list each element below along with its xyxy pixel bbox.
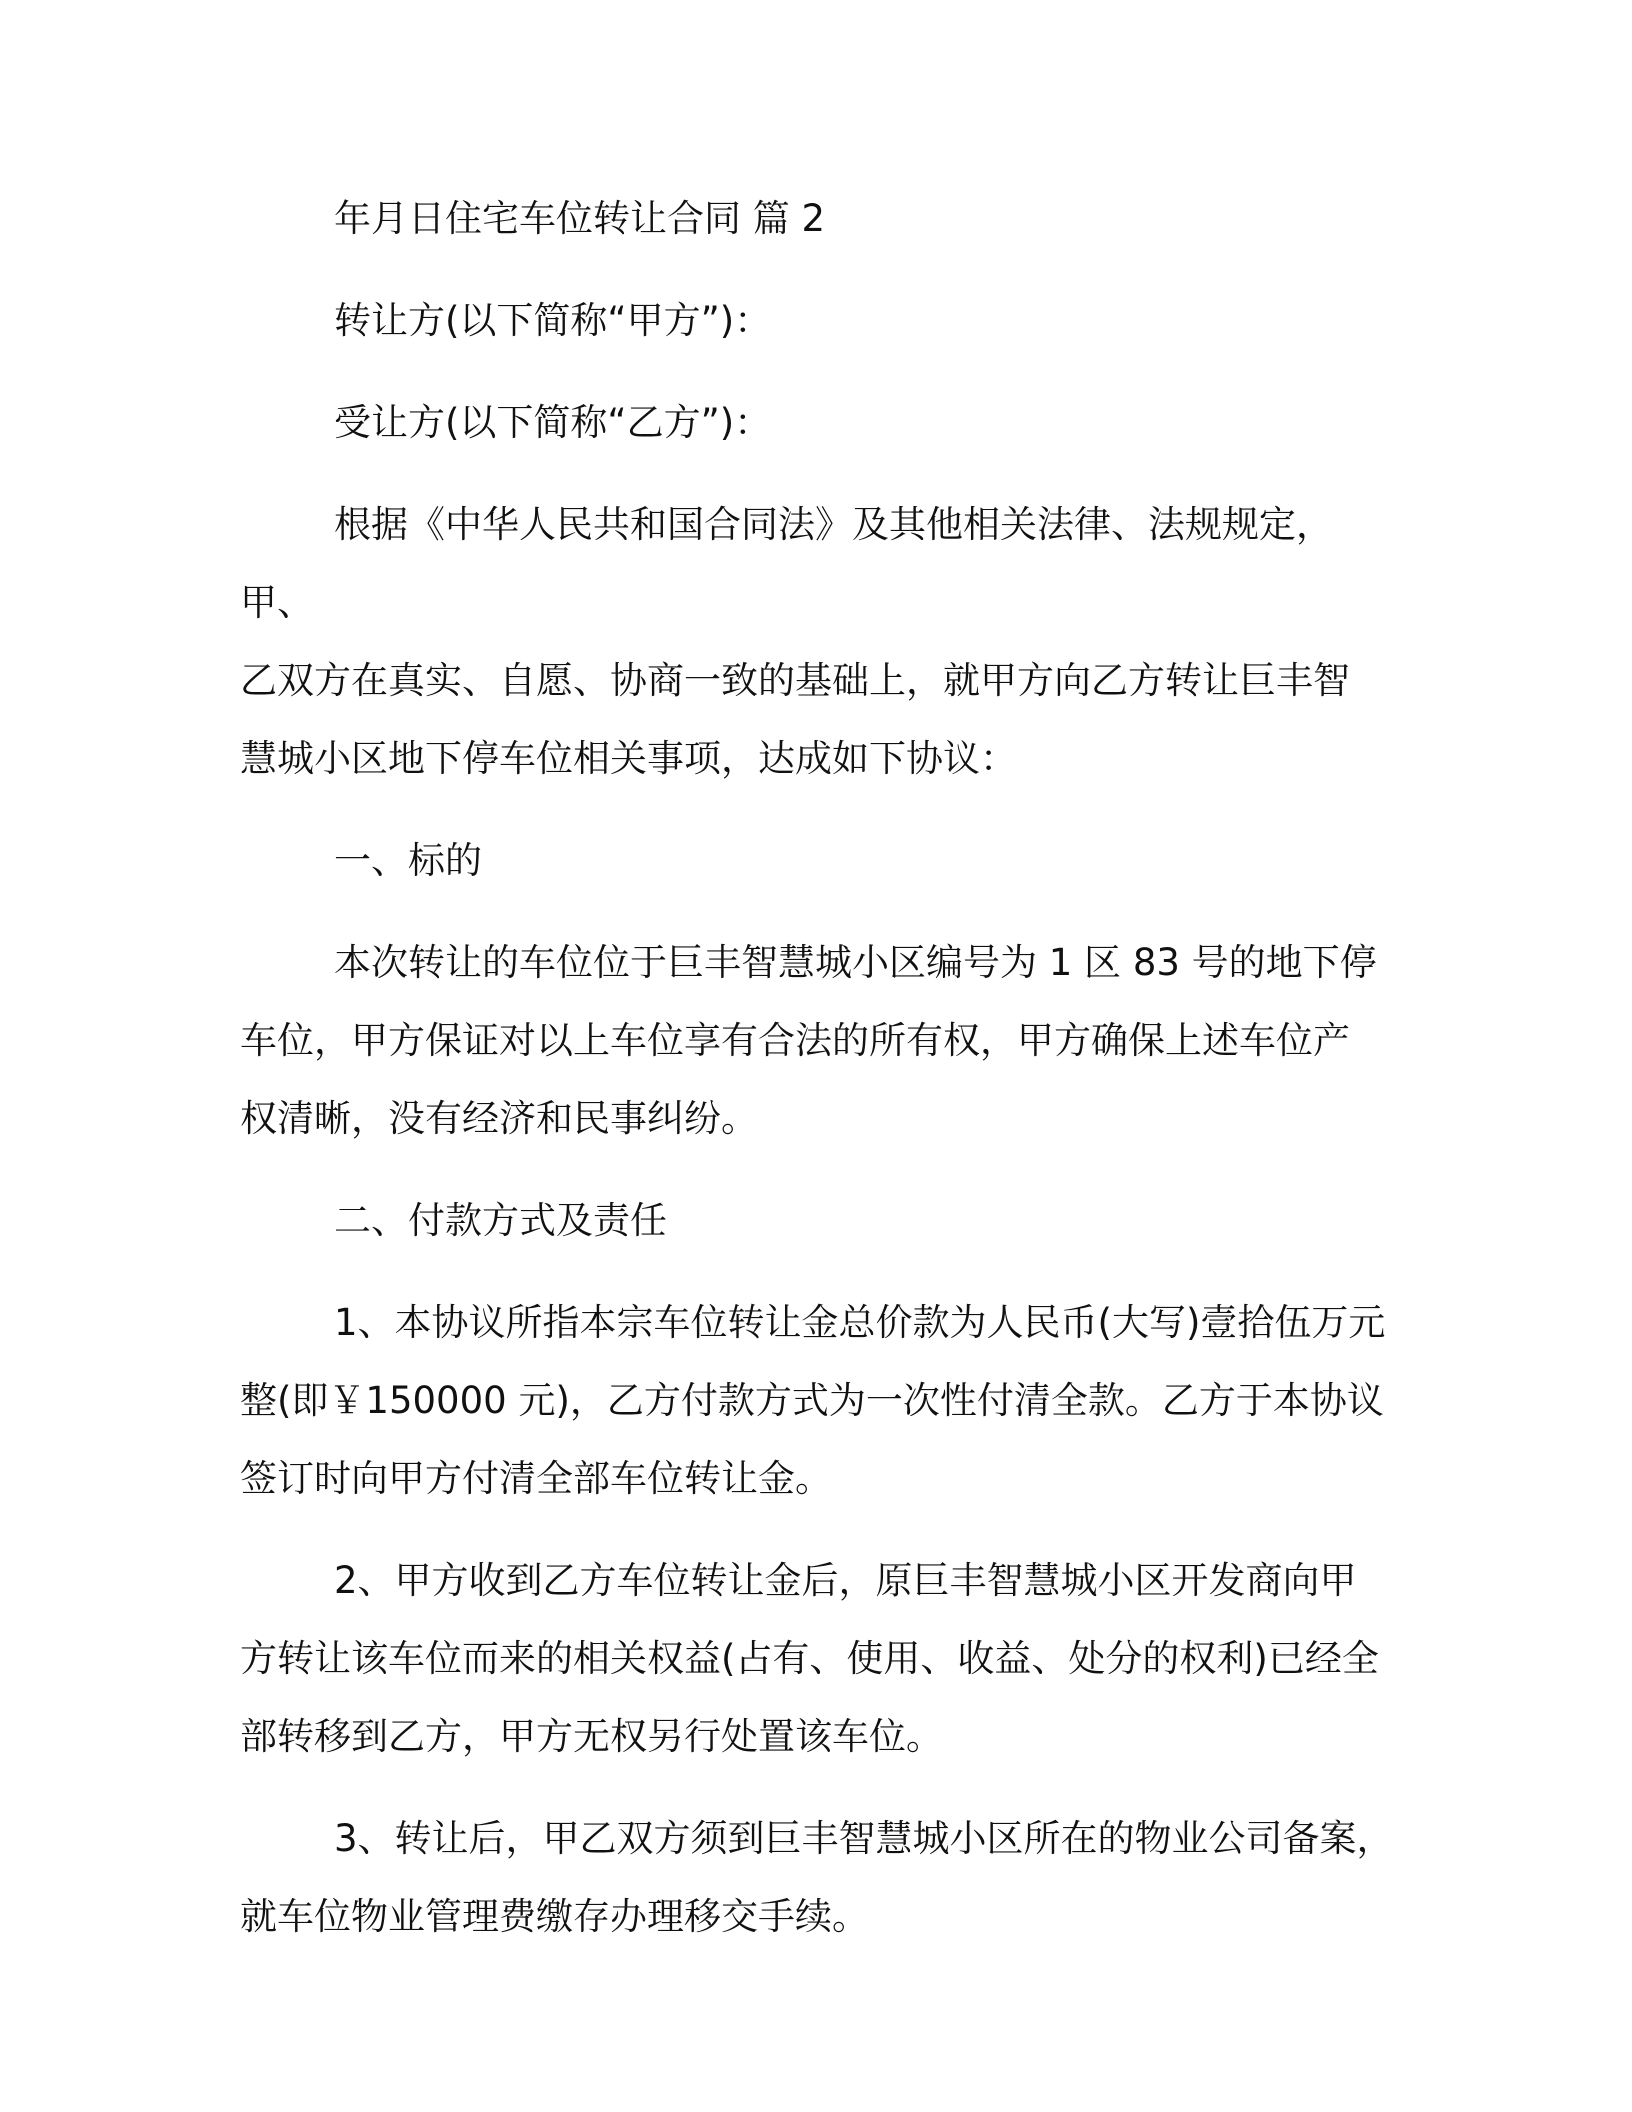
clause-1-line: 签订时向甲方付清全部车位转让金。 <box>240 1457 832 1500</box>
section-1-line: 车位，甲方保证对以上车位享有合法的所有权，甲方确保上述车位产 <box>240 1019 1350 1062</box>
section-1-line: 权清晰，没有经济和民事纠纷。 <box>240 1097 758 1140</box>
party-a-line: 转让方(以下简称“甲方”)： <box>334 299 772 342</box>
clause-1-line: 整(即￥150000 元)，乙方付款方式为一次性付清全款。乙方于本协议 <box>240 1379 1384 1422</box>
section-2-heading: 二、付款方式及责任 <box>334 1199 667 1242</box>
clause-1 <box>240 1284 1400 1518</box>
document-title: 年月日住宅车位转让合同 篇 2 <box>334 197 826 240</box>
clause-3-line: 就车位物业管理费缴存办理移交手续。 <box>240 1895 869 1938</box>
clause-2-line: 方转让该车位而来的相关权益(占有、使用、收益、处分的权利)已经全 <box>240 1637 1379 1680</box>
section-1-body <box>240 924 1400 1158</box>
clause-2-line: 2、甲方收到乙方车位转让金后，原巨丰智慧城小区开发商向甲 <box>334 1559 1357 1602</box>
clause-3-line: 3、转让后，甲乙双方须到巨丰智慧城小区所在的物业公司备案， <box>334 1817 1394 1860</box>
preamble-line: 慧城小区地下停车位相关事项，达成如下协议： <box>240 737 1017 780</box>
preamble-line: 根据《中华人民共和国合同法》及其他相关法律、法规规定，甲、 <box>240 503 1333 624</box>
preamble-paragraph <box>240 486 1400 798</box>
party-b-line: 受让方(以下简称“乙方”)： <box>334 401 772 444</box>
clause-1-line: 1、本协议所指本宗车位转让金总价款为人民币(大写)壹拾伍万元 <box>334 1301 1386 1344</box>
section-1-line: 本次转让的车位位于巨丰智慧城小区编号为 1 区 83 号的地下停 <box>334 941 1377 984</box>
clause-2 <box>240 1542 1400 1776</box>
clause-2-line: 部转移到乙方，甲方无权另行处置该车位。 <box>240 1715 943 1758</box>
section-1-heading: 一、标的 <box>334 839 482 882</box>
preamble-line: 乙双方在真实、自愿、协商一致的基础上，就甲方向乙方转让巨丰智 <box>240 659 1350 702</box>
document-page <box>240 180 1400 1980</box>
clause-3 <box>240 1800 1400 1956</box>
